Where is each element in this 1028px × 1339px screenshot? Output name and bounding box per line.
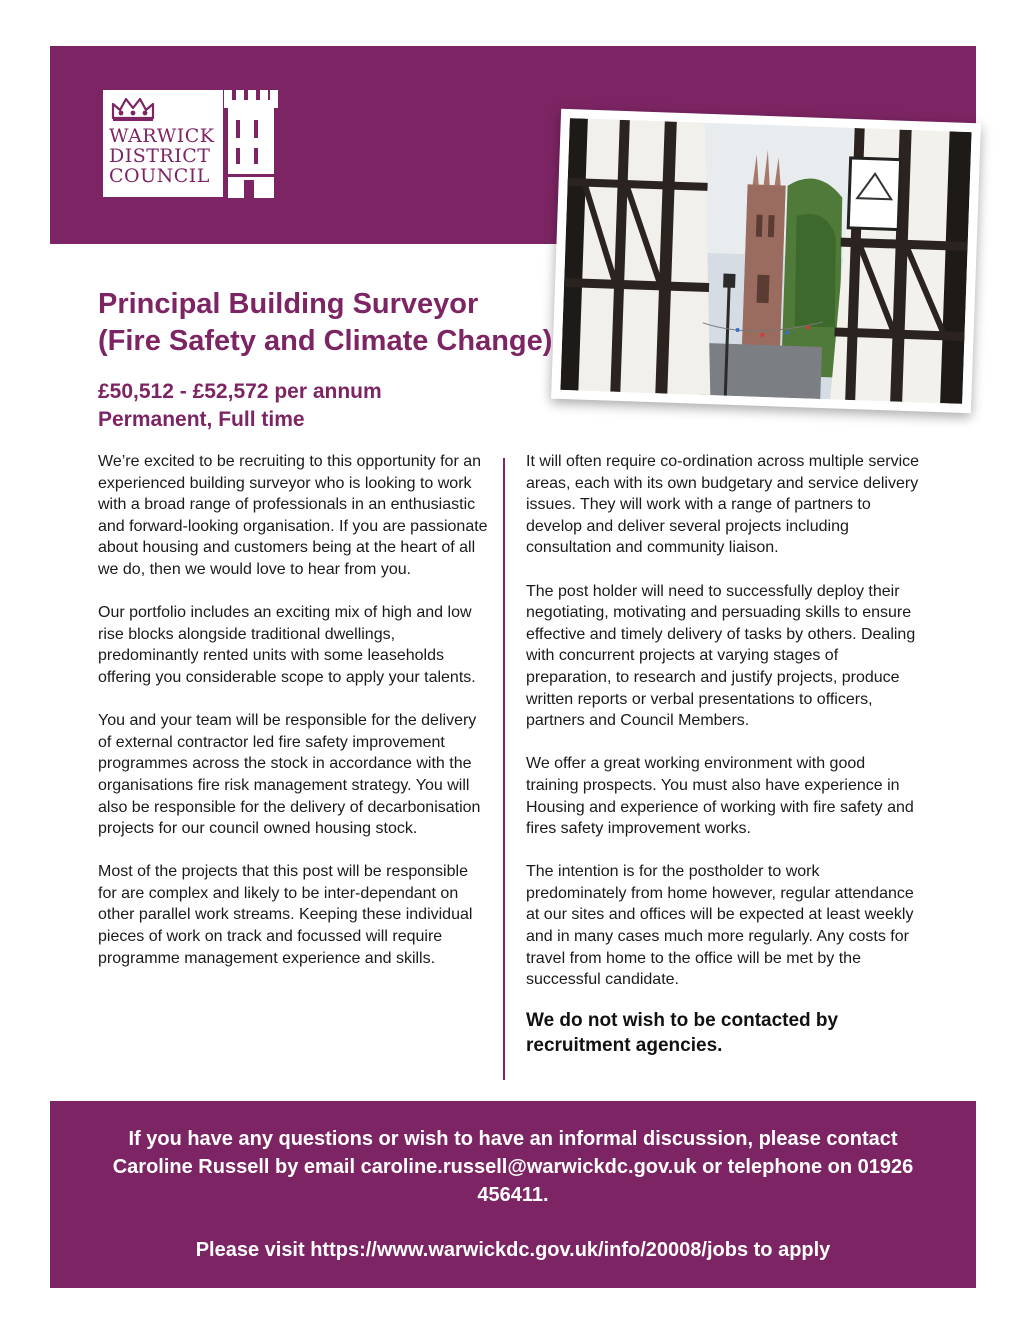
logo-box	[103, 90, 223, 197]
paragraph-coordination: It will often require co-ordination across multiple service areas, each with its own budgetary and service delivery issues. They will work with a range of partners to develop and deliver several projects including consultation and community liaison.	[526, 453, 920, 557]
paragraph-portfolio: Our portfolio includes an exciting mix of high and low rise blocks alongside traditional dwellings, predominantly rented units with some leaseholds offering you considerable scope to apply your talents.	[98, 604, 476, 686]
crown-icon	[110, 96, 156, 122]
street-photo	[560, 118, 971, 404]
logo-text	[109, 126, 214, 186]
council-logo	[103, 90, 278, 198]
logo-line-2: DISTRICT	[109, 145, 211, 167]
paragraph-working-location: The intention is for the postholder to work predominately from home however, regular attendance at our sites and offices will be expected at least weekly and in many cases much more regularly. Any costs for travel from home to the office will be met by the successful candidate.	[526, 863, 914, 989]
agency-notice: We do not wish to be contacted by recruitment agencies.	[526, 1010, 839, 1057]
job-title-line-1: Principal Building Surveyor	[98, 288, 479, 320]
column-divider	[503, 458, 505, 1080]
paragraph-responsibilities: You and your team will be responsible for the delivery of external contractor led fire safety improvement programmes across the stock in accordance with the organisations fire risk management strategy. You will also be responsible for the delivery of decarbonisation projects for our council owned housing stock.	[98, 712, 481, 838]
salary-block	[98, 378, 382, 434]
street-photo-frame	[551, 109, 981, 413]
contact-info: If you have any questions or wish to have an informal discussion, please contact Caroline Russell by email caroline.russell@warwickdc.gov.uk or telephone on 01926 456411.	[112, 1128, 914, 1206]
contract-type: Permanent, Full time	[98, 408, 305, 431]
salary: £50,512 - £52,572 per annum	[98, 380, 382, 403]
left-column	[98, 451, 490, 991]
logo-line-3: COUNCIL	[109, 165, 210, 187]
paragraph-intro: We’re excited to be recruiting to this opportunity for an experienced building surveyor who is looking to work with a broad range of professionals in an enthusiastic and forward-looking organisation. If you are passionate about housing and customers being at the heart of all we do, then we would love to hear from you.	[98, 453, 488, 578]
paragraph-skills: The post holder will need to successfully deploy their negotiating, motivating and persuading skills to ensure effective and timely delivery of tasks by others. Dealing with concurrent projects at varying stages of preparation, to research and justify projects, produce written reports or verbal presentations to officers, partners and Council Members.	[526, 582, 916, 730]
logo-line-1: WARWICK	[109, 125, 215, 147]
job-title	[98, 286, 552, 360]
paragraph-projects: Most of the projects that this post will be responsible for are complex and likely to be inter-dependant on other parallel work streams. Keeping these individual pieces of work on track and focussed will require programme management experience and skills.	[98, 863, 473, 967]
right-column	[526, 451, 920, 1058]
apply-link[interactable]: Please visit https://www.warwickdc.gov.uk/info/20008/jobs to apply	[195, 1239, 831, 1261]
job-title-line-2: (Fire Safety and Climate Change)	[98, 325, 553, 357]
tower-icon	[220, 90, 280, 198]
footer-band	[50, 1101, 976, 1288]
paragraph-environment: We offer a great working environment with good training prospects. You must also have experience in Housing and experience of working with fire safety and fires safety improvement works.	[526, 755, 914, 838]
